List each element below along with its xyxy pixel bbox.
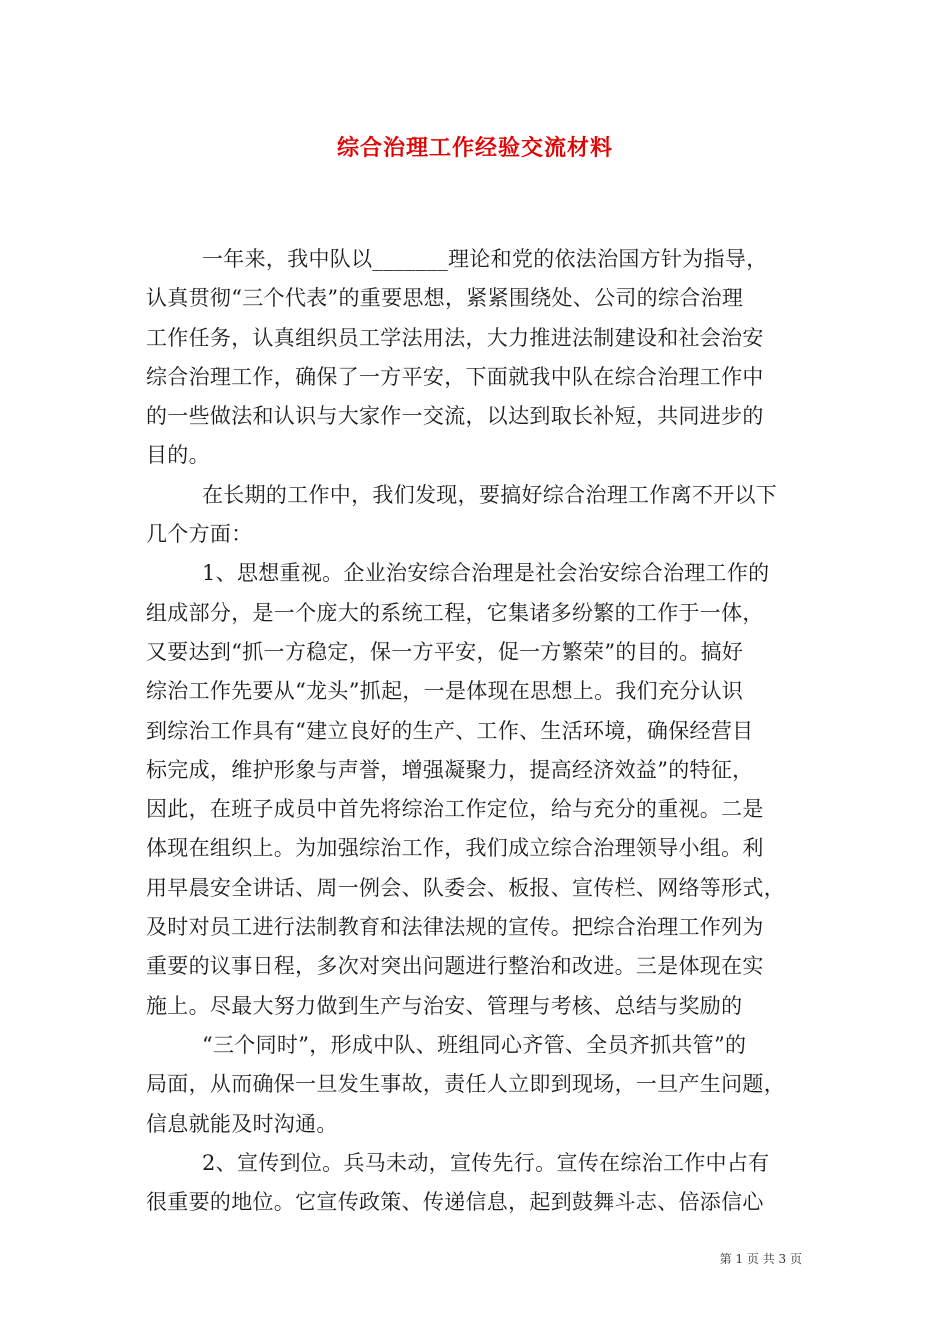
body-text-line: 组成部分，是一个庞大的系统工程，它集诸多纷繁的工作于一体， [146,600,764,625]
body-text-line: 一年来，我中队以_______理论和党的依法治国方针为指导， [202,247,768,271]
body-text-line: “三个同时”，形成中队、班组同心齐管、全员齐抓共管”的 [202,1032,747,1057]
document-body [146,240,816,1222]
body-text-line: 的一些做法和认识与大家作一交流，以达到取长补短，共同进步的 [146,404,764,429]
body-text-line: 2、宣传到位。兵马未动，宣传先行。宣传在综治工作中占有 [202,1150,770,1175]
body-text-line: 又要达到“抓一方稳定，保一方平安，促一方繁荣”的目的。搞好 [146,639,744,664]
body-text-line: 信息就能及时沟通。 [146,1111,338,1136]
body-text-line: 及时对员工进行法制教育和法律法规的宣传。把综合治理工作列为 [146,915,764,940]
body-text-line: 因此，在班子成员中首先将综治工作定位，给与充分的重视。二是 [146,797,764,822]
body-text-line: 标完成，维护形象与声誉，增强凝聚力，提高经济效益”的特征， [146,757,754,782]
body-text-line: 认真贯彻“三个代表”的重要思想，紧紧围绕处、公司的综合治理 [146,286,744,311]
body-text-line: 几个方面： [146,522,253,547]
body-text-line: 到综治工作具有“建立良好的生产、工作、生活环境，确保经营目 [146,718,754,743]
page-number-footer: 第 1 页 共 3 页 [719,1252,802,1266]
body-text-line: 1、思想重视。企业治安综合治理是社会治安综合治理工作的 [202,561,770,586]
body-text-line: 工作任务，认真组织员工学法用法，大力推进法制建设和社会治安 [146,325,764,350]
body-text-line: 综治工作先要从“龙头”抓起，一是体现在思想上。我们充分认识 [146,679,744,704]
body-text-line: 体现在组织上。为加强综治工作，我们成立综合治理领导小组。利 [146,836,764,861]
body-text-line: 重要的议事日程，多次对突出问题进行整治和改进。三是体现在实 [146,954,764,979]
body-text-line: 综合治理工作，确保了一方平安，下面就我中队在综合治理工作中 [146,364,764,389]
document-title: 综合治理工作经验交流材料 [336,135,613,161]
body-text-line: 目的。 [146,443,210,468]
body-text-line: 施上。尽最大努力做到生产与治安、管理与考核、总结与奖励的 [146,993,743,1018]
body-text-line: 很重要的地位。它宣传政策、传递信息，起到鼓舞斗志、倍添信心 [146,1190,764,1215]
body-text-line: 在长期的工作中，我们发现，要搞好综合治理工作离不开以下 [202,482,778,507]
body-text-line: 用早晨安全讲话、周一例会、队委会、板报、宣传栏、网络等形式， [146,875,785,900]
body-text-line: 局面，从而确保一旦发生事故，责任人立即到现场，一旦产生问题， [146,1072,785,1097]
